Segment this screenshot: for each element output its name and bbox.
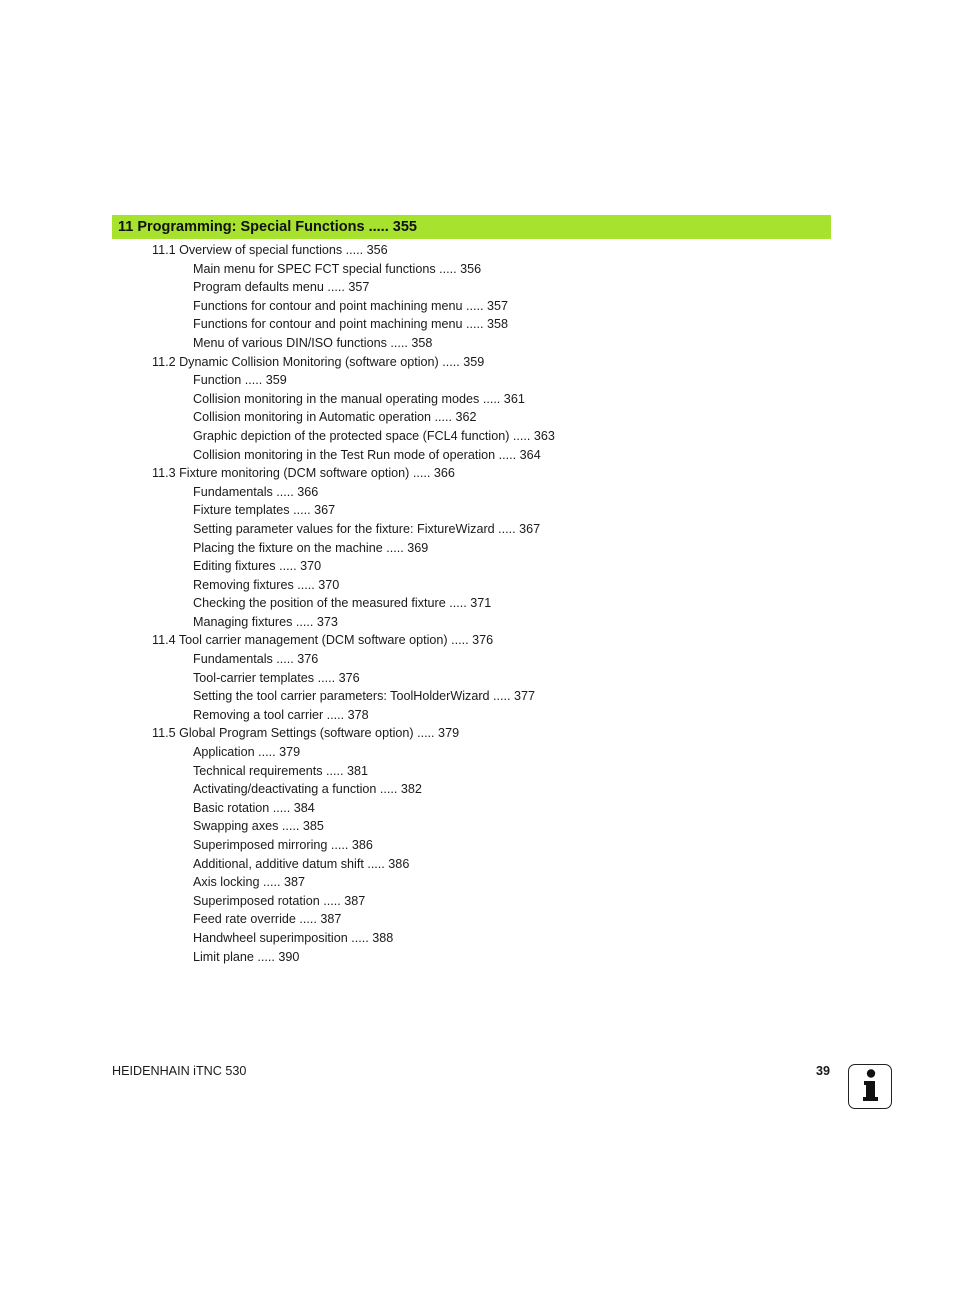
toc-subsection-entry: Collision monitoring in Automatic operation ..... 362 [193,410,477,425]
toc-subsection-entry: Limit plane ..... 390 [193,949,300,964]
toc-subsection-entry: Collision monitoring in the manual operating modes ..... 361 [193,391,525,406]
toc-subsection-entry: Removing a tool carrier ..... 378 [193,707,369,722]
toc-subsection-entry: Editing fixtures ..... 370 [193,559,322,574]
toc-subsection-entry: Application ..... 379 [193,745,301,760]
toc-subsection-entry: Graphic depiction of the protected space (FCL4 function) ..... 363 [193,428,555,443]
toc-subsection-entry: Superimposed mirroring ..... 386 [193,838,373,852]
toc-subsection-entry: Swapping axes ..... 385 [193,819,324,834]
toc-subsection-entry: Setting parameter values for the fixture: FixtureWizard ..... 367 [193,521,541,536]
toc-subsection-entry: Function ..... 359 [193,373,287,388]
toc-subsection-entry: Managing fixtures ..... 373 [193,614,338,629]
toc-subsection-entry: Checking the position of the measured fixture ..... 371 [193,596,492,611]
info-glyph [849,1065,890,1107]
toc-subsection-entry: Main menu for SPEC FCT special functions ..... 356 [193,261,482,276]
toc-subsection-entry: Placing the fixture on the machine ..... 369 [193,540,429,555]
toc-subsection-entry: Feed rate override ..... 387 [193,912,342,927]
toc-subsection-entry: Superimposed rotation ..... 387 [193,893,366,908]
toc-section-entry: 11.5 Global Program Settings (software option) ..... 379 [152,726,460,741]
toc-subsection-entry: Basic rotation ..... 384 [193,800,315,815]
info-icon [848,1064,892,1109]
footer-title: HEIDENHAIN iTNC 530 [112,1064,247,1078]
chapter-heading [112,215,831,239]
toc-subsection-entry: Setting the tool carrier parameters: ToolHolderWizard ..... 377 [193,689,536,704]
toc-subsection-entry: Fundamentals ..... 366 [193,484,319,499]
toc-section-entry: 11.2 Dynamic Collision Monitoring (software option) ..... 359 [152,354,485,369]
toc-subsection-entry: Program defaults menu ..... 357 [193,280,370,295]
toc-subsection-entry: Technical requirements ..... 381 [193,763,369,778]
toc-subsection-entry: Handwheel superimposition ..... 388 [193,930,394,945]
toc-subsection-entry: Removing fixtures ..... 370 [193,577,340,592]
toc-section-entry: 11.4 Tool carrier management (DCM software option) ..... 376 [152,633,494,648]
toc-subsection-entry: Tool-carrier templates ..... 376 [193,670,360,685]
toc-subsection-entry: Fixture templates ..... 367 [193,503,336,518]
table-of-contents [0,241,954,966]
toc-subsection-entry: Functions for contour and point machining menu ..... 358 [193,317,509,332]
chapter-title: 11 Programming: Special Functions ..... 355 [118,219,417,235]
page-number: 39 [815,1064,830,1078]
toc-subsection-entry: Axis locking ..... 387 [193,875,305,890]
toc-subsection-entry: Activating/deactivating a function ..... 382 [193,782,422,797]
toc-subsection-entry: Menu of various DIN/ISO functions ..... 358 [193,335,433,350]
toc-section-entry: 11.1 Overview of special functions ..... 356 [152,243,388,257]
toc-section-entry: 11.3 Fixture monitoring (DCM software option) ..... 366 [152,466,455,481]
toc-subsection-entry: Collision monitoring in the Test Run mode of operation ..... 364 [193,447,541,462]
toc-subsection-entry: Additional, additive datum shift ..... 386 [193,856,410,871]
toc-subsection-entry: Functions for contour and point machining menu ..... 357 [193,298,509,313]
toc-subsection-entry: Fundamentals ..... 376 [193,652,319,667]
